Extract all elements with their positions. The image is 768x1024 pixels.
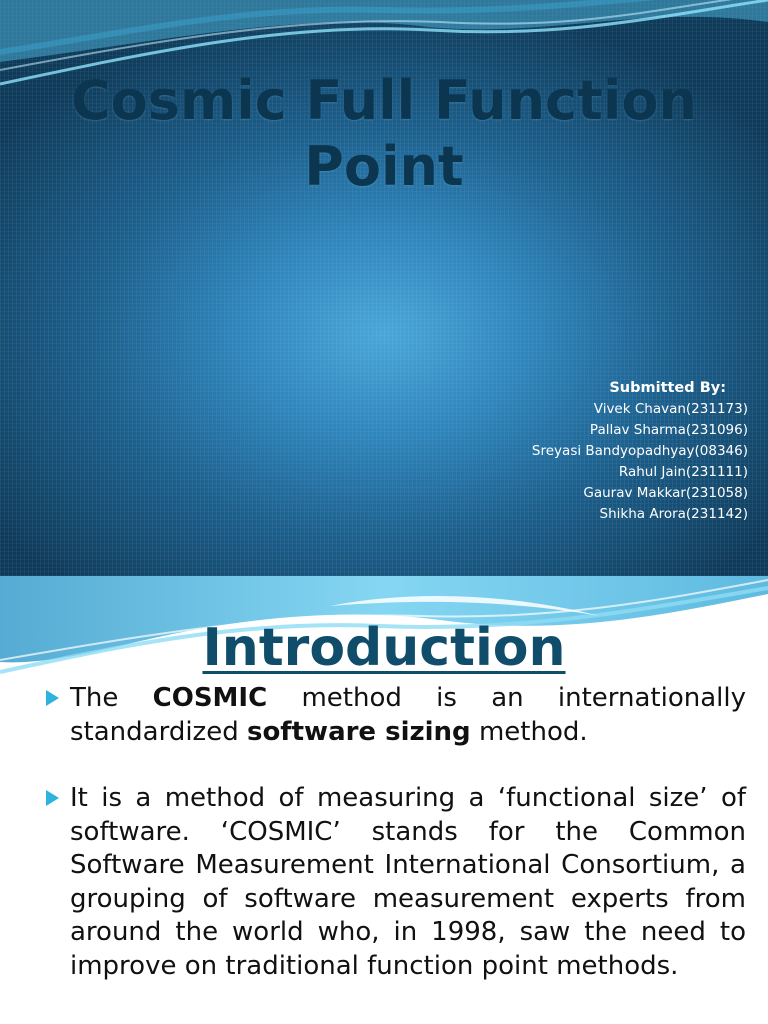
member-name: Gaurav Makkar(231058) (583, 485, 748, 501)
bullet-list (46, 682, 746, 1016)
bullet-emphasis: software sizing (246, 716, 471, 747)
arrowhead-bullet-icon (46, 690, 59, 706)
bullet-item (46, 782, 746, 983)
member-name: Sreyasi Bandyopadhyay(08346) (531, 443, 748, 459)
member-name: Shikha Arora(231142) (599, 506, 748, 522)
bullet-text: method is an internationally standardized (70, 683, 746, 747)
submitted-by-heading: Submitted By: (609, 380, 726, 396)
presentation-title: Cosmic Full Function Point (71, 69, 697, 198)
member-name: Pallav Sharma(231096) (589, 422, 748, 438)
bullet-text: The (70, 683, 153, 713)
bullet-text: It is a method of measuring a ‘functional size’ of software. ‘COSMIC’ stands for the Common Software Measurement International Consortium, a grouping of software measurement experts from around the world who, in 1998, saw the need to improve on traditional function point methods. (70, 783, 746, 981)
introduction-slide (0, 576, 768, 1024)
submitted-by-block (532, 378, 748, 525)
bullet-item (46, 682, 746, 749)
bullet-emphasis: COSMIC (152, 683, 268, 713)
member-name: Vivek Chavan(231173) (593, 401, 748, 417)
slide-title: Introduction (202, 618, 566, 678)
bullet-text: method. (470, 716, 588, 747)
member-name: Rahul Jain(231111) (618, 464, 748, 480)
arrowhead-bullet-icon (46, 790, 59, 806)
